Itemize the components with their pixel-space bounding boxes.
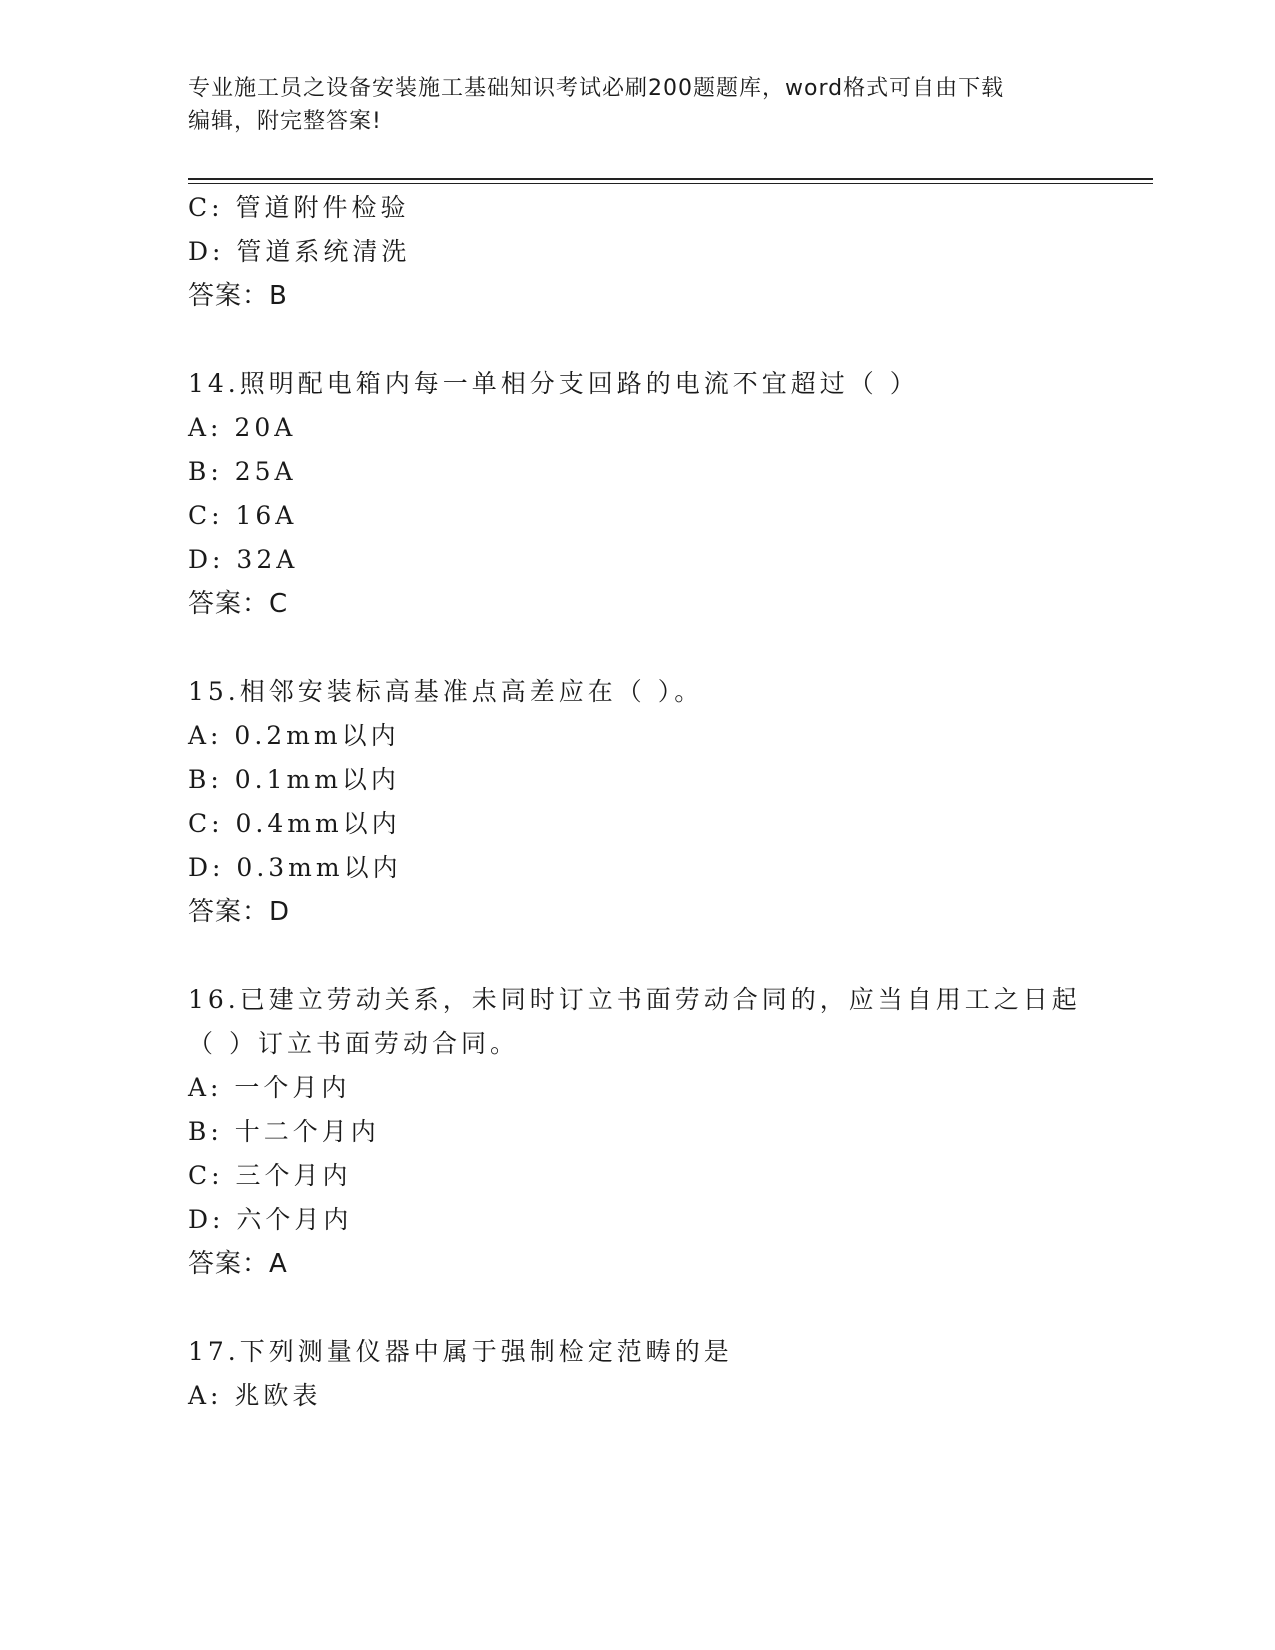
document-header (188, 72, 1088, 138)
q14-option-d: D: 32A (188, 545, 299, 574)
q16-stem-line-2: （ ）订立书面劳动合同。 (188, 1029, 519, 1058)
header-divider-thin (188, 183, 1153, 184)
q13-answer: 答案：B (188, 281, 288, 311)
q16-answer: 答案：A (188, 1249, 288, 1279)
q16-option-b: B: 十二个月内 (188, 1117, 380, 1146)
q15-option-c: C: 0.4mm以内 (188, 809, 401, 838)
header-divider-thick (188, 178, 1153, 180)
q14-option-c: C: 16A (188, 501, 298, 530)
q17-option-a: A: 兆欧表 (188, 1381, 322, 1410)
q15-answer: 答案：D (188, 897, 291, 927)
q14-option-b: B: 25A (188, 457, 297, 486)
q15-option-b: B: 0.1mm以内 (188, 765, 400, 794)
q15-option-d: D: 0.3mm以内 (188, 853, 402, 882)
q14-stem: 14.照明配电箱内每一单相分支回路的电流不宜超过（ ） (188, 369, 919, 398)
q14-answer: 答案：C (188, 589, 289, 619)
q16-option-d: D: 六个月内 (188, 1205, 353, 1234)
q15-stem: 15.相邻安装标高基准点高差应在（ ）。 (188, 677, 704, 706)
q16-option-a: A: 一个月内 (188, 1073, 351, 1102)
q13-option-d: D: 管道系统清洗 (188, 237, 411, 266)
header-title-line-2: 编辑，附完整答案! (188, 109, 382, 134)
q13-option-c: C: 管道附件检验 (188, 193, 410, 222)
q16-stem-line-1: 16.已建立劳动关系，未同时订立书面劳动合同的，应当自用工之日起 (188, 985, 1081, 1014)
header-title-line-1: 专业施工员之设备安装施工基础知识考试必刷200题题库，word格式可自由下载 (188, 76, 1005, 101)
q17-stem: 17.下列测量仪器中属于强制检定范畴的是 (188, 1337, 733, 1366)
q16-option-c: C: 三个月内 (188, 1161, 352, 1190)
q14-option-a: A: 20A (188, 413, 297, 442)
q15-option-a: A: 0.2mm以内 (188, 721, 400, 750)
